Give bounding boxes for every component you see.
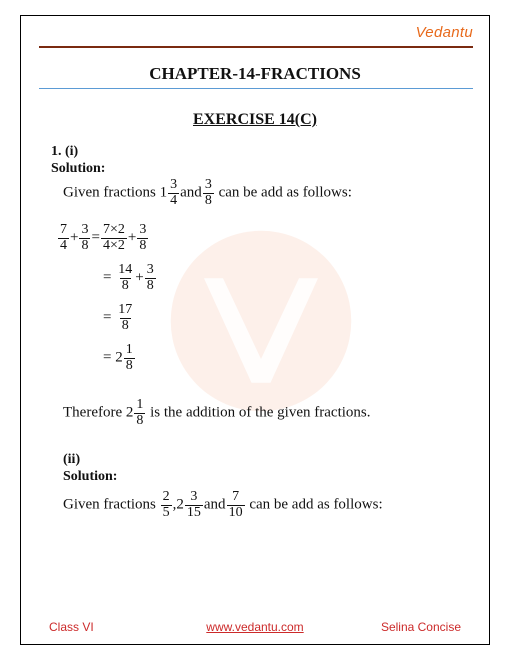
fraction	[101, 223, 127, 253]
given-line-1ii	[63, 490, 383, 520]
fraction	[58, 223, 69, 253]
vedantu-watermark	[166, 226, 356, 416]
numerator: 1	[125, 342, 133, 357]
and-text: and	[203, 496, 226, 513]
exercise-title: EXERCISE 14(C)	[192, 111, 317, 128]
footer-book: Selina Concise	[380, 620, 461, 634]
equals-sign: =	[91, 229, 100, 246]
fraction	[137, 223, 148, 253]
denominator: 8	[204, 192, 212, 208]
fraction	[116, 263, 134, 293]
denominator: 15	[186, 504, 201, 520]
plus-sign: +	[127, 229, 137, 246]
chapter-title: CHAPTER-14-FRACTIONS	[149, 64, 361, 83]
fraction	[134, 398, 145, 428]
comma: ,	[172, 496, 177, 513]
given-suffix: can be add as follows:	[249, 496, 383, 513]
numerator: 17	[118, 302, 133, 317]
numerator: 2	[162, 489, 170, 504]
solution-label-1ii: Solution:	[63, 469, 118, 484]
solution-label-1i: Solution:	[51, 161, 106, 176]
fraction	[124, 343, 135, 373]
numerator: 1	[136, 397, 144, 412]
numerator: 7	[60, 222, 67, 237]
question-number-1i: 1. (i)	[51, 144, 79, 159]
numerator: 14	[118, 262, 133, 277]
denominator: 4	[60, 237, 67, 253]
and-text: and	[180, 184, 202, 201]
given-prefix: Given fractions	[63, 184, 156, 201]
fraction	[203, 178, 214, 208]
plus-sign: +	[70, 229, 79, 246]
fraction	[185, 490, 203, 520]
mixed-whole: 2	[115, 349, 123, 366]
given-prefix: Given fractions	[63, 496, 156, 513]
therefore-prefix: Therefore	[63, 404, 123, 421]
given-line-1i	[63, 178, 352, 208]
numerator: 3	[170, 177, 178, 192]
step-1	[57, 223, 149, 253]
numerator: 7	[232, 489, 240, 504]
numerator: 3	[204, 177, 212, 192]
fraction	[145, 263, 156, 293]
question-number-1ii: (ii)	[63, 452, 81, 467]
therefore-suffix: is the addition of the given fractions.	[150, 404, 371, 421]
numerator: 3	[146, 262, 154, 277]
plus-sign: +	[135, 269, 144, 286]
denominator: 8	[121, 317, 129, 333]
denominator: 8	[136, 412, 144, 428]
step-2	[103, 263, 157, 293]
equals-sign: =	[103, 349, 112, 366]
fraction	[168, 178, 179, 208]
step-4	[103, 343, 136, 373]
fraction	[116, 303, 134, 333]
denominator: 10	[228, 504, 243, 520]
equals-sign: =	[103, 309, 112, 326]
therefore-line	[63, 398, 371, 428]
denominator: 4	[170, 192, 178, 208]
mixed-whole: 1	[159, 184, 168, 201]
denominator: 8	[125, 357, 133, 373]
equals-sign: =	[103, 269, 112, 286]
denominator: 8	[121, 277, 129, 293]
numerator: 3	[81, 222, 89, 237]
denominator: 5	[162, 504, 170, 520]
document-page	[20, 15, 490, 645]
fraction	[227, 490, 245, 520]
numerator: 7×2	[102, 222, 125, 237]
denominator: 8	[81, 237, 89, 253]
footer-website-link[interactable]: www.vedantu.com	[206, 620, 304, 634]
denominator: 8	[139, 237, 147, 253]
mixed-whole: 2	[176, 496, 184, 513]
denominator: 4×2	[102, 237, 125, 253]
footer-class: Class VI	[49, 620, 94, 634]
numerator: 3	[190, 489, 198, 504]
denominator: 8	[146, 277, 154, 293]
given-suffix: can be add as follows:	[218, 184, 352, 201]
numerator: 3	[139, 222, 147, 237]
mixed-whole: 2	[125, 404, 134, 421]
fraction	[161, 490, 172, 520]
fraction	[79, 223, 90, 253]
header-rule	[39, 46, 473, 48]
vedantu-logo: Vedantu	[415, 24, 473, 41]
chapter-underline	[39, 88, 473, 89]
step-3	[103, 303, 135, 333]
